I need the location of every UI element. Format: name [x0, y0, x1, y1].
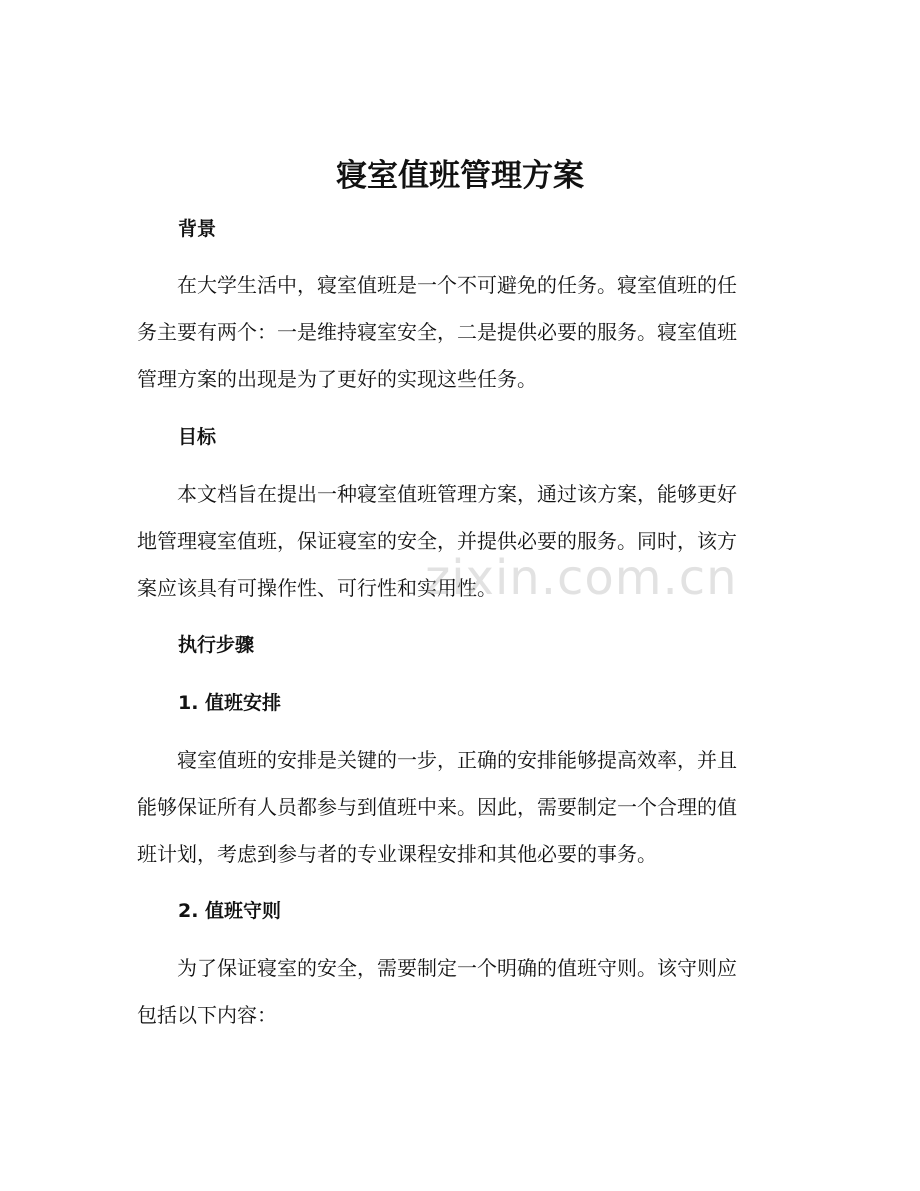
- paragraph-line: 地管理寝室值班，保证寝室的安全，并提供必要的服务。同时，该方: [137, 529, 737, 553]
- paragraph-line: 管理方案的出现是为了更好的实现这些任务。: [137, 367, 537, 391]
- paragraph-step2: [137, 945, 777, 1039]
- paragraph-line: 在大学生活中，寝室值班是一个不可避免的任务。寝室值班的任: [177, 273, 737, 297]
- section-heading-goal: 目标: [178, 426, 217, 448]
- paragraph-step1: [137, 737, 777, 878]
- section-heading-step2: 2. 值班守则: [178, 900, 282, 922]
- paragraph-line: 能够保证所有人员都参与到值班中来。因此，需要制定一个合理的值: [137, 795, 737, 819]
- paragraph-line: 为了保证寝室的安全，需要制定一个明确的值班守则。该守则应: [177, 956, 737, 980]
- section-heading-background: 背景: [178, 218, 217, 240]
- paragraph-line: 务主要有两个：一是维持寝室安全，二是提供必要的服务。寝室值班: [137, 320, 737, 344]
- section-heading-steps: 执行步骤: [178, 634, 255, 656]
- section-heading-step1: 1. 值班安排: [178, 692, 282, 714]
- paragraph-line: 班计划，考虑到参与者的专业课程安排和其他必要的事务。: [137, 842, 657, 866]
- paragraph-line: 寝室值班的安排是关键的一步，正确的安排能够提高效率，并且: [177, 748, 737, 772]
- paragraph-line: 案应该具有可操作性、可行性和实用性。: [137, 576, 497, 600]
- paragraph-line: 本文档旨在提出一种寝室值班管理方案，通过该方案，能够更好: [177, 482, 737, 506]
- document-title: 寝室值班管理方案: [336, 158, 584, 194]
- paragraph-line: 包括以下内容：: [137, 1003, 277, 1027]
- paragraph-background: [137, 262, 777, 403]
- watermark: zixin.com.cn: [425, 550, 738, 606]
- paragraph-goal: [137, 471, 777, 612]
